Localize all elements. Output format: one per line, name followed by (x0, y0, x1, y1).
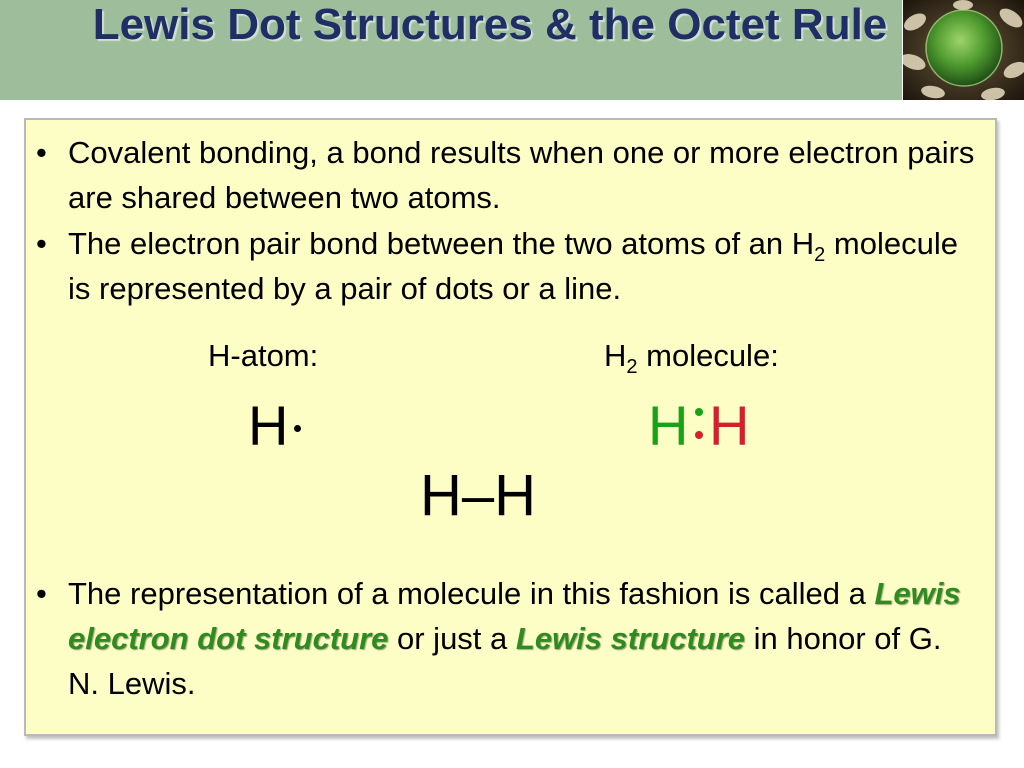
bullet-text-pre: The representation of a molecule in this fashion is called a (68, 576, 875, 611)
bullet-text-mid: or just a (388, 621, 516, 656)
h2-label-sub: 2 (626, 356, 638, 379)
h2-label-pre: H (604, 338, 627, 373)
bullet-text-post: molecule is represented by a pair of dots or a line. (68, 226, 958, 306)
h2-right-atom: H (709, 394, 750, 457)
bullet-marker: • (36, 135, 47, 170)
bullet-text: Covalent bonding, a bond results when one or more electron pairs are shared between two atoms. (68, 135, 975, 215)
shared-electron-red (695, 431, 703, 439)
bullet-electron-pair-bond (36, 221, 976, 311)
h-atom-symbol: H (248, 394, 289, 457)
h-atom-electron-dot (294, 425, 301, 432)
h2-left-atom: H (648, 394, 689, 457)
shared-electron-green (695, 408, 703, 416)
content-box (24, 118, 997, 736)
bullet-marker: • (36, 576, 47, 611)
bullet-lewis-structure (36, 571, 976, 706)
h2-molecule-label (604, 336, 779, 379)
cell-photo-image (903, 0, 1024, 100)
bullet-text-post: in honor of G. N. Lewis. (68, 621, 942, 701)
h2-label-post: molecule: (637, 338, 779, 373)
slide-title: Lewis Dot Structures & the Octet Rule (92, 0, 888, 49)
term-lewis-structure: Lewis structure (515, 621, 746, 656)
term-lewis-electron-dot-structure: Lewis electron dot structure (68, 576, 961, 656)
subscript: 2 (814, 244, 826, 267)
h2-line-structure: H–H (420, 463, 537, 528)
cell-photo (903, 0, 1024, 100)
h-atom-label: H-atom: (208, 338, 319, 373)
bullet-covalent-bonding (36, 130, 976, 220)
bullet-marker: • (36, 226, 47, 261)
bullet-text-pre: The electron pair bond between the two atoms of an H (68, 226, 815, 261)
